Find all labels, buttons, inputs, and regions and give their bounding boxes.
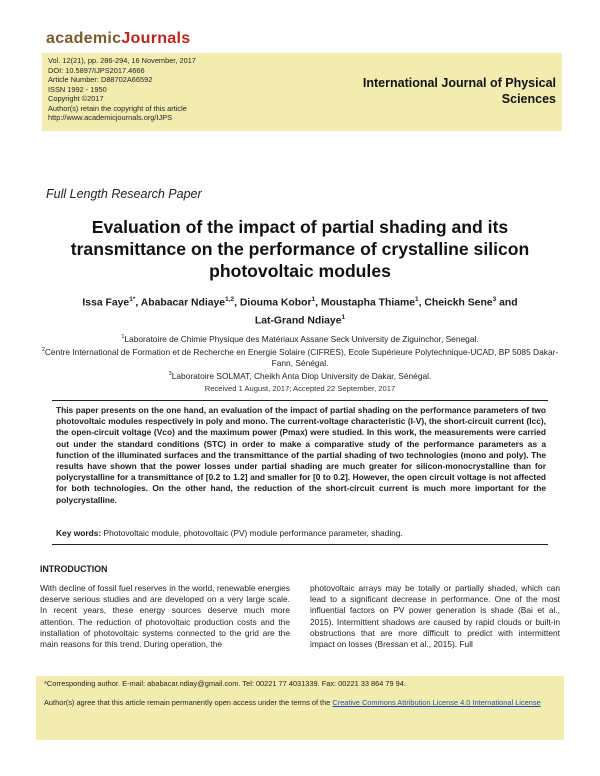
journal-name-line2: Sciences — [501, 92, 556, 106]
author-name: Issa Faye — [82, 297, 130, 309]
meta-doi: DOI: 10.5897/IJPS2017.4666 — [48, 65, 145, 75]
paper-type: Full Length Research Paper — [46, 187, 202, 201]
author-affiliation-mark: 1,2 — [225, 296, 235, 303]
keywords-label: Key words: — [56, 528, 102, 538]
author-affiliation-mark: 1 — [341, 314, 346, 322]
author-separator: , — [234, 297, 240, 309]
journal-name — [330, 75, 556, 107]
abstract: This paper presents on the one hand, an evaluation of the impact of partial shading on the performance parameters of two photovoltaic modules respectively in poly and mono. The current-voltage characteristic (I-V), the short-circuit current (Icc), the open-circuit voltage (Vco) and the maximum power (Pmax) were studied. In this work, the measurements were carried out under the standard conditions (STC) in order to make a comparative study of the performance parameters as a function of the illuminated surfaces and the transmittance of the partial shading of two technologies (mono and poly). The results have shown that the power losses under partial shading are much greater for silicon-monocrystalline than for polycrystalline for a transmittance of [0.2 to 1.2] and smaller for [0 to 0.2]. However, the open circuit voltage is not affected for both technologies. On the other hand, the reduction of the short-circuit current is much more important for the polycrystalline. — [56, 405, 546, 505]
logo-part-journals: Journals — [121, 30, 191, 47]
meta-article-number: Article Number: D88702A66592 — [48, 75, 153, 84]
corresponding-author: *Corresponding author. E-mail: ababacar.ndiay@gmail.com. Tel: 00221 77 4031339. Fax: 00221 33 864 79 94. — [44, 679, 406, 688]
abstract-bottom-rule — [52, 544, 548, 545]
affiliation-mark: 3 — [168, 370, 172, 377]
meta-rights: Author(s) retain the copyright of this article — [48, 103, 187, 113]
author-list — [40, 292, 560, 329]
author-name: Diouma Kobor — [239, 297, 312, 309]
article-metadata — [48, 56, 268, 123]
publisher-logo — [46, 30, 190, 48]
author-name: Ababacar Ndiaye — [140, 297, 226, 309]
author-affiliation-mark: 3 — [492, 296, 497, 303]
intro-column-right: photovoltaic arrays may be totally or partially shaded, which can lead to a significant decrease in performance. One of the most influential factors on PV power generation is shade (Bai et al., 2015). Intermittent shadows are caused by rapid clouds or built-in obstructions that are more difficult to predict with intermittent impact on losses (Bressan et al., 2015). Full — [310, 583, 560, 650]
author-name: Cheickh Sene — [424, 297, 493, 309]
affiliation-mark: 2 — [41, 346, 45, 353]
affiliation-item — [40, 332, 560, 345]
author-name: Moustapha Thiame — [320, 297, 416, 309]
introduction-heading: INTRODUCTION — [40, 564, 108, 574]
affiliation-mark: 1 — [121, 334, 125, 340]
author-affiliation-mark: 1* — [129, 296, 136, 303]
affiliation-text: Laboratoire de Chimie Physique des Matériaux Assane Seck University de Ziguinchor, Senegal. — [124, 333, 479, 344]
paper-title: Evaluation of the impact of partial shading and its transmittance on the performance of crystalline silicon photovoltaic modules — [70, 217, 530, 281]
author-name: Lat-Grand Ndiaye — [254, 315, 342, 327]
author-affiliation-mark: 1 — [311, 296, 316, 303]
affiliation-item — [40, 369, 560, 382]
author-separator: and — [496, 297, 518, 309]
meta-volume: Vol. 12(21), pp. 286-294, 16 November, 2017 — [48, 56, 196, 65]
affiliation-item — [40, 345, 560, 369]
affiliation-text: Laboratoire SOLMAT, Cheikh Anta Diop University de Dakar, Sénégal. — [171, 370, 432, 381]
received-dates: Received 1 August, 2017; Accepted 22 September, 2017 — [204, 384, 396, 393]
affiliation-text: Centre International de Formation et de Recherche en Energie Solaire (CIFRES), Ecole Supérieure Polytechnique-UCAD, BP 5085 Dakar-Fann, Sénégal. — [44, 346, 559, 368]
meta-copyright: Copyright ©2017 — [48, 94, 104, 103]
abstract-top-rule — [52, 400, 548, 401]
license-link[interactable]: Creative Commons Attribution License 4.0 International License — [332, 698, 541, 707]
keywords — [56, 528, 546, 539]
license-text: Author(s) agree that this article remain permanently open access under the terms of the — [44, 698, 333, 707]
author-separator: , — [418, 297, 425, 309]
affiliations — [40, 332, 560, 381]
intro-column-left: With decline of fossil fuel reserves in the world, renewable energies deserve serious studies and are developed on a very large scale. In recent years, these energy sources deserve much more attention. The reduction of photovoltaic production costs and the installation of photovoltaic systems connected to the grid are the main reasons for this trend. During operation, the — [40, 583, 290, 650]
keywords-text: Photovoltaic module, photovoltaic (PV) module performance parameter, shading. — [103, 528, 403, 538]
logo-part-academic: academic — [46, 30, 122, 47]
meta-url[interactable]: http://www.academicjournals.org/IJPS — [48, 113, 173, 122]
license-statement — [44, 698, 554, 708]
journal-name-line1: International Journal of Physical — [362, 76, 556, 90]
meta-issn: ISSN 1992 - 1950 — [48, 84, 107, 94]
author-separator: , — [315, 297, 321, 309]
author-separator: , — [135, 297, 141, 309]
author-affiliation-mark: 1 — [415, 296, 419, 303]
